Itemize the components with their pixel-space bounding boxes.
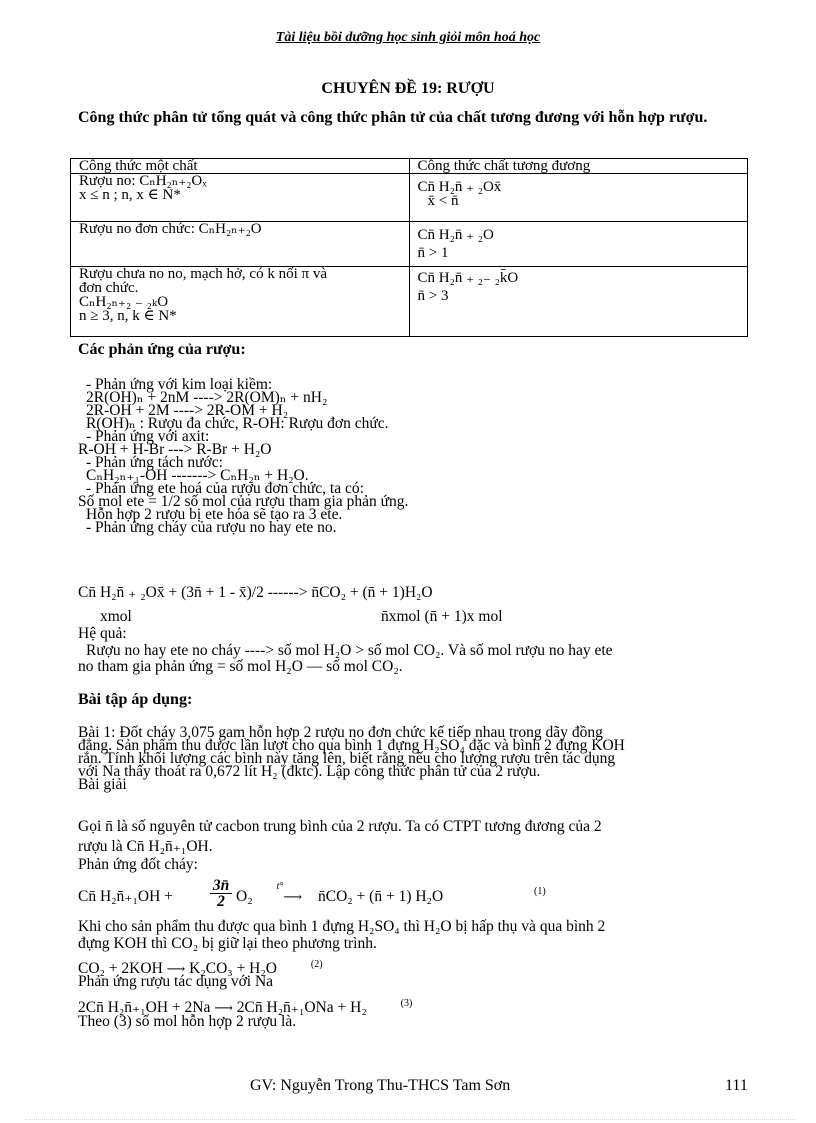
section1-heading: Công thức phân tử tổng quát và công thức phân tử của chất tương đương với hỗn hợp rượu. <box>78 109 708 126</box>
eq1-left: Cn̄ H₂n̄₊₁OH + <box>78 888 173 905</box>
eq2-right: K₂CO₃ + H₂O <box>189 960 277 978</box>
table-row <box>71 174 748 222</box>
solution-label: Bài giải <box>78 776 127 793</box>
reaction-line: R(OH)ₙ : Rượu đa chức, R-OH: Rượu đơn chức. <box>86 415 389 432</box>
arrow-icon: ⟶ <box>166 961 186 977</box>
mol-right: n̄xmol (n̄ + 1)x mol <box>381 608 503 625</box>
table-row <box>71 267 748 337</box>
reaction-line: - Phản ứng với axit: <box>86 428 210 445</box>
problem-line: Bài 1: Đốt cháy 3,075 gam hỗn hợp 2 rượu no đơn chức kế tiếp nhau trong dãy đồng <box>78 724 603 741</box>
eq2-tag: (2) <box>310 959 323 970</box>
reaction-line: Số mol ete = 1/2 số mol của rượu tham gia phản ứng. <box>78 493 409 510</box>
reaction-line: - Phản ứng tách nước: <box>86 454 223 471</box>
footer-teacher: GV: Nguyễn Trong Thu-THCS Tam Sơn <box>250 1077 511 1094</box>
table-cell-left: Rượu no: CₙH₂ₙ₊₂Oₓ x ≤ n ; n, x ∈ N* <box>71 174 410 222</box>
solution-intro: rượu là Cn̄ H₂n̄₊₁OH. <box>78 838 213 855</box>
reaction-line: - Phản ứng với kim loại kiềm: <box>86 376 273 393</box>
formula-table <box>70 158 748 337</box>
reaction-line: - Phản ứng ete hoá của rượu đơn chức, ta có: <box>86 480 364 497</box>
absorb-text: Khi cho sản phẩm thu được qua bình 1 đựng H₂SO₄ thì H₂O bị hấp thụ và qua bình 2 <box>78 918 606 935</box>
page-number: 111 <box>725 1077 748 1094</box>
combustion-equation: Cn̄ H₂n̄ ₊ ₂Ox̄ + (3n̄ + 1 - x̄)/2 ------> n̄CO₂ + (n̄ + 1)H₂O <box>78 584 433 601</box>
problem-line: rắn. Tính khối lượng các bình này tăng lên, biết rằng nếu cho lượng rượu trên tác dụng <box>78 750 616 767</box>
table-cell-left: Rượu no đơn chức: CₙH₂ₙ₊₂O <box>71 222 410 267</box>
problem-1 <box>78 726 756 791</box>
eq2-left: CO₂ + 2KOH <box>78 960 163 978</box>
closing-text: Theo (3) số mol hỗn hợp 2 rượu là. <box>78 1013 297 1030</box>
arrow-icon: ⟶ <box>283 889 302 904</box>
combustion-label: Phản ứng đốt cháy: <box>78 856 198 873</box>
na-label: Phản ứng rượu tác dụng với Na <box>78 973 274 990</box>
eq1-tag: (1) <box>534 886 546 897</box>
eq1-o2: O₂ <box>236 888 253 905</box>
equation-3 <box>78 997 756 1017</box>
reaction-line: 2R(OH)ₙ + 2nM ----> 2R(OM)ₙ + nH₂ <box>86 389 328 406</box>
reaction-line: Hỗn hợp 2 rượu bị ete hóa sẽ tạo ra 3 ete. <box>86 506 343 523</box>
bottom-divider <box>25 1119 795 1120</box>
consequence-text: Rượu no hay ete no cháy ----> số mol H₂O > số mol CO₂. Và số mol rượu no hay ete <box>86 642 613 659</box>
table-cell-right: Cn̄ H₂n̄ ₊ ₂Ox̄ x̄ < n̄ <box>409 174 748 222</box>
eq1-frac-num: 3n̄ <box>210 878 232 894</box>
reaction-line: 2R-OH + 2M ----> 2R-OM + H₂ <box>86 402 289 419</box>
exercises-heading: Bài tập áp dụng: <box>78 691 193 708</box>
mol-left: xmol <box>100 608 132 625</box>
equation-1 <box>78 878 756 916</box>
arrow-icon: ⟶ <box>214 1000 233 1016</box>
document-header: Tài liệu bồi dưỡng học sinh giỏi môn hoá học <box>275 30 541 45</box>
problem-line: đẳng. Sản phẩm thu được lần lượt cho qua bình 1 đựng H₂SO₄ đặc và bình 2 đựng KOH <box>78 737 625 754</box>
reaction-line: R-OH + H-Br ---> R-Br + H₂O <box>78 441 272 458</box>
page-title: CHUYÊN ĐỀ 19: RƯỢU <box>321 80 495 97</box>
table-row <box>71 222 748 267</box>
consequence-text: no tham gia phản ứng = số mol H₂O — số mol CO₂. <box>78 658 403 675</box>
eq1-condition: t° <box>276 881 284 892</box>
consequence-label: Hệ quả: <box>78 625 127 642</box>
table-header-row <box>71 159 748 174</box>
eq1-frac-den: 2 <box>217 893 225 910</box>
reactions-heading: Các phản ứng của rượu: <box>78 341 246 358</box>
solution-intro: Gọi n̄ là số nguyên tử cacbon trung bình của 2 rượu. Ta có CTPT tương đương của 2 <box>78 818 602 835</box>
table-head-right: Công thức chất tương đương <box>409 159 748 174</box>
problem-line: với Na thấy thoát ra 0,672 lít H₂ (đktc). Lập công thức phân tử của 2 rượu. <box>78 763 541 780</box>
eq3-tag: (3) <box>400 998 413 1009</box>
table-cell-right: Cn̄ H₂n̄ ₊ ₂₋ ₂k̄O n̄ > 3 <box>409 267 748 337</box>
table-head-left: Công thức một chất <box>71 159 410 174</box>
eq3-right: 2Cn̄ H₂n̄₊₁ONa + H₂ <box>236 999 367 1017</box>
reaction-line: - Phản ứng cháy của rượu no hay ete no. <box>86 519 337 536</box>
eq1-arrow <box>258 882 302 903</box>
eq1-right: n̄CO₂ + (n̄ + 1) H₂O <box>318 888 444 905</box>
reactions-block <box>78 378 756 534</box>
absorb-text: đựng KOH thì CO₂ bị giữ lại theo phương trình. <box>78 935 377 952</box>
eq1-fraction <box>210 878 232 909</box>
eq3-left: 2Cn̄ H₂n̄₊₁OH + 2Na <box>78 999 211 1017</box>
reaction-line: CₙH₂ₙ₊₁-OH -------> CₙH₂ₙ + H₂O. <box>86 467 309 484</box>
table-cell-right: Cn̄ H₂n̄ ₊ ₂O n̄ > 1 <box>409 222 748 267</box>
table-cell-left: Rượu chưa no no, mạch hở, có k nối π và đơn chức. CₙH₂ₙ₊₂ ₋ ₂ₖO n ≥ 3, n, k ∈ N* <box>71 267 410 337</box>
